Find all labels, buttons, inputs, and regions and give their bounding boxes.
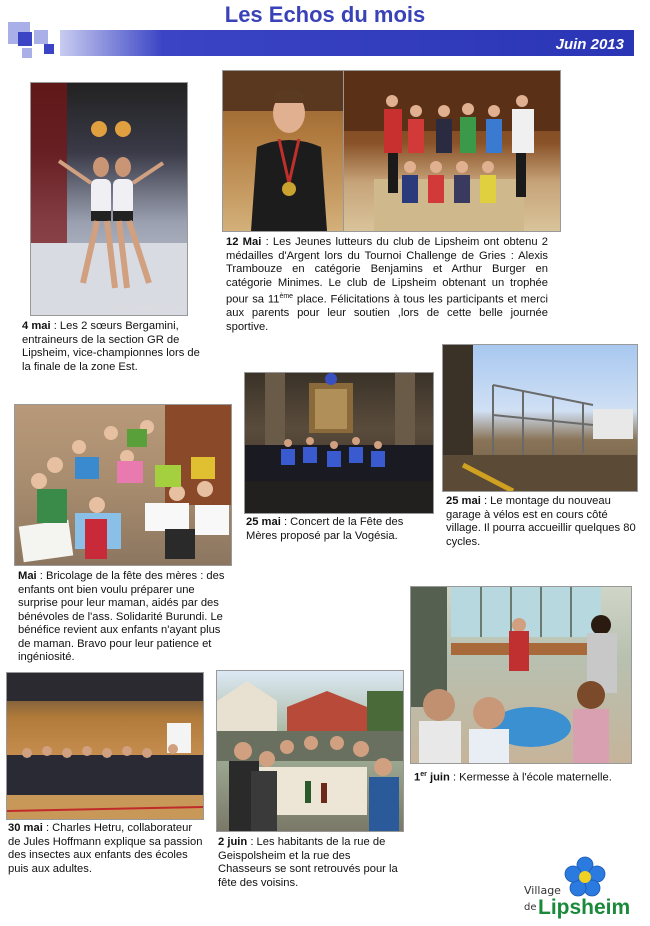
caption-text: : Charles Hetru, collaborateur de Jules Hoffmann explique sa passion des insectes aux enfants des écoles puis aux adultes. — [8, 822, 203, 875]
caption-text: : Les habitants de la rue de Geispolsheim et la rue des Chasseurs se sont retrouvés pour la fête des voisins. — [218, 836, 398, 889]
caption-wrestling — [226, 236, 548, 334]
photo-crafts — [14, 404, 232, 566]
logo-village-word: Village — [524, 884, 561, 897]
caption-neighbours-party — [218, 836, 404, 890]
caption-date: 30 mai — [8, 822, 43, 834]
photo-wrestler — [222, 70, 344, 232]
caption-text: : Les Jeunes lutteurs du club de Lipsheim ont obtenu 2 médailles d'Argent lors du Tournoi Challenge de Gries : Alexis Trambouze en catégorie Benjamins et Arthur Burger en catégorie Minimes. Le club de Lipsheim obtenant un trophée pour sa 11 — [226, 236, 548, 306]
header-decor-square — [22, 48, 32, 58]
caption-month: juin — [426, 771, 450, 784]
caption-date: 12 Mai — [226, 236, 262, 248]
photo-wrestling-group — [343, 70, 561, 232]
header-decor-square — [34, 30, 48, 44]
caption-text: place. Félicitations à tous les participants et merci aux parents pour leur soutien ,lors de cette belle journée sportive. — [226, 293, 548, 333]
caption-kermesse — [414, 768, 634, 785]
photo-kermesse — [410, 586, 632, 764]
caption-date: 25 mai — [246, 516, 281, 528]
caption-text: : Kermesse à l'école maternelle. — [449, 771, 612, 784]
header-decor-square — [18, 32, 32, 46]
photo-bike-garage — [442, 344, 638, 492]
caption-date: Mai — [18, 570, 37, 582]
caption-superscript: er — [420, 771, 427, 778]
caption-date: 4 mai — [22, 320, 51, 332]
logo-de-word: de — [524, 902, 537, 913]
caption-gymnastics — [22, 320, 202, 374]
photo-concert — [244, 372, 434, 514]
photo-conference — [6, 672, 204, 820]
caption-concert — [246, 516, 434, 543]
photo-gymnastics — [30, 82, 188, 316]
flower-icon — [564, 856, 606, 898]
caption-date: 1 — [414, 771, 421, 784]
caption-text: : Bricolage de la fête des mères : des enfants ont bien voulu préparer une surprise pour leur maman, aidés par des bénévoles de l'ass. Solidarité Burundi. Le bénéfice revient aux enfants n'ayant plus de maman. Bravo pour leur patience et ingéniosité. — [18, 570, 225, 663]
caption-date: 2 juin — [218, 836, 248, 848]
header-banner — [60, 30, 634, 56]
caption-bike-garage — [446, 495, 636, 549]
issue-date: Juin 2013 — [555, 36, 624, 53]
caption-text: : Concert de la Fête des Mères proposé par la Vogésia. — [246, 516, 404, 542]
photo-neighbours-party — [216, 670, 404, 832]
caption-text: : Le montage du nouveau garage à vélos est en cours côté village. Il pourra accueillir quelques 80 cycles. — [446, 495, 636, 548]
header-decor-square — [44, 44, 54, 54]
page-title: Les Echos du mois — [224, 2, 426, 27]
caption-date: 25 mai — [446, 495, 481, 507]
caption-superscript: ème — [279, 293, 294, 300]
village-logo — [520, 852, 640, 922]
caption-conference — [8, 822, 204, 876]
photo-credit: Cédric Fischer © CF68 — [111, 305, 183, 312]
caption-crafts — [18, 570, 232, 665]
caption-text: : Les 2 sœurs Bergamini, entraineurs de la section GR de Lipsheim, vice-championnes lors de la finale de la zone Est. — [22, 320, 200, 373]
logo-name: Lipsheim — [538, 896, 631, 919]
